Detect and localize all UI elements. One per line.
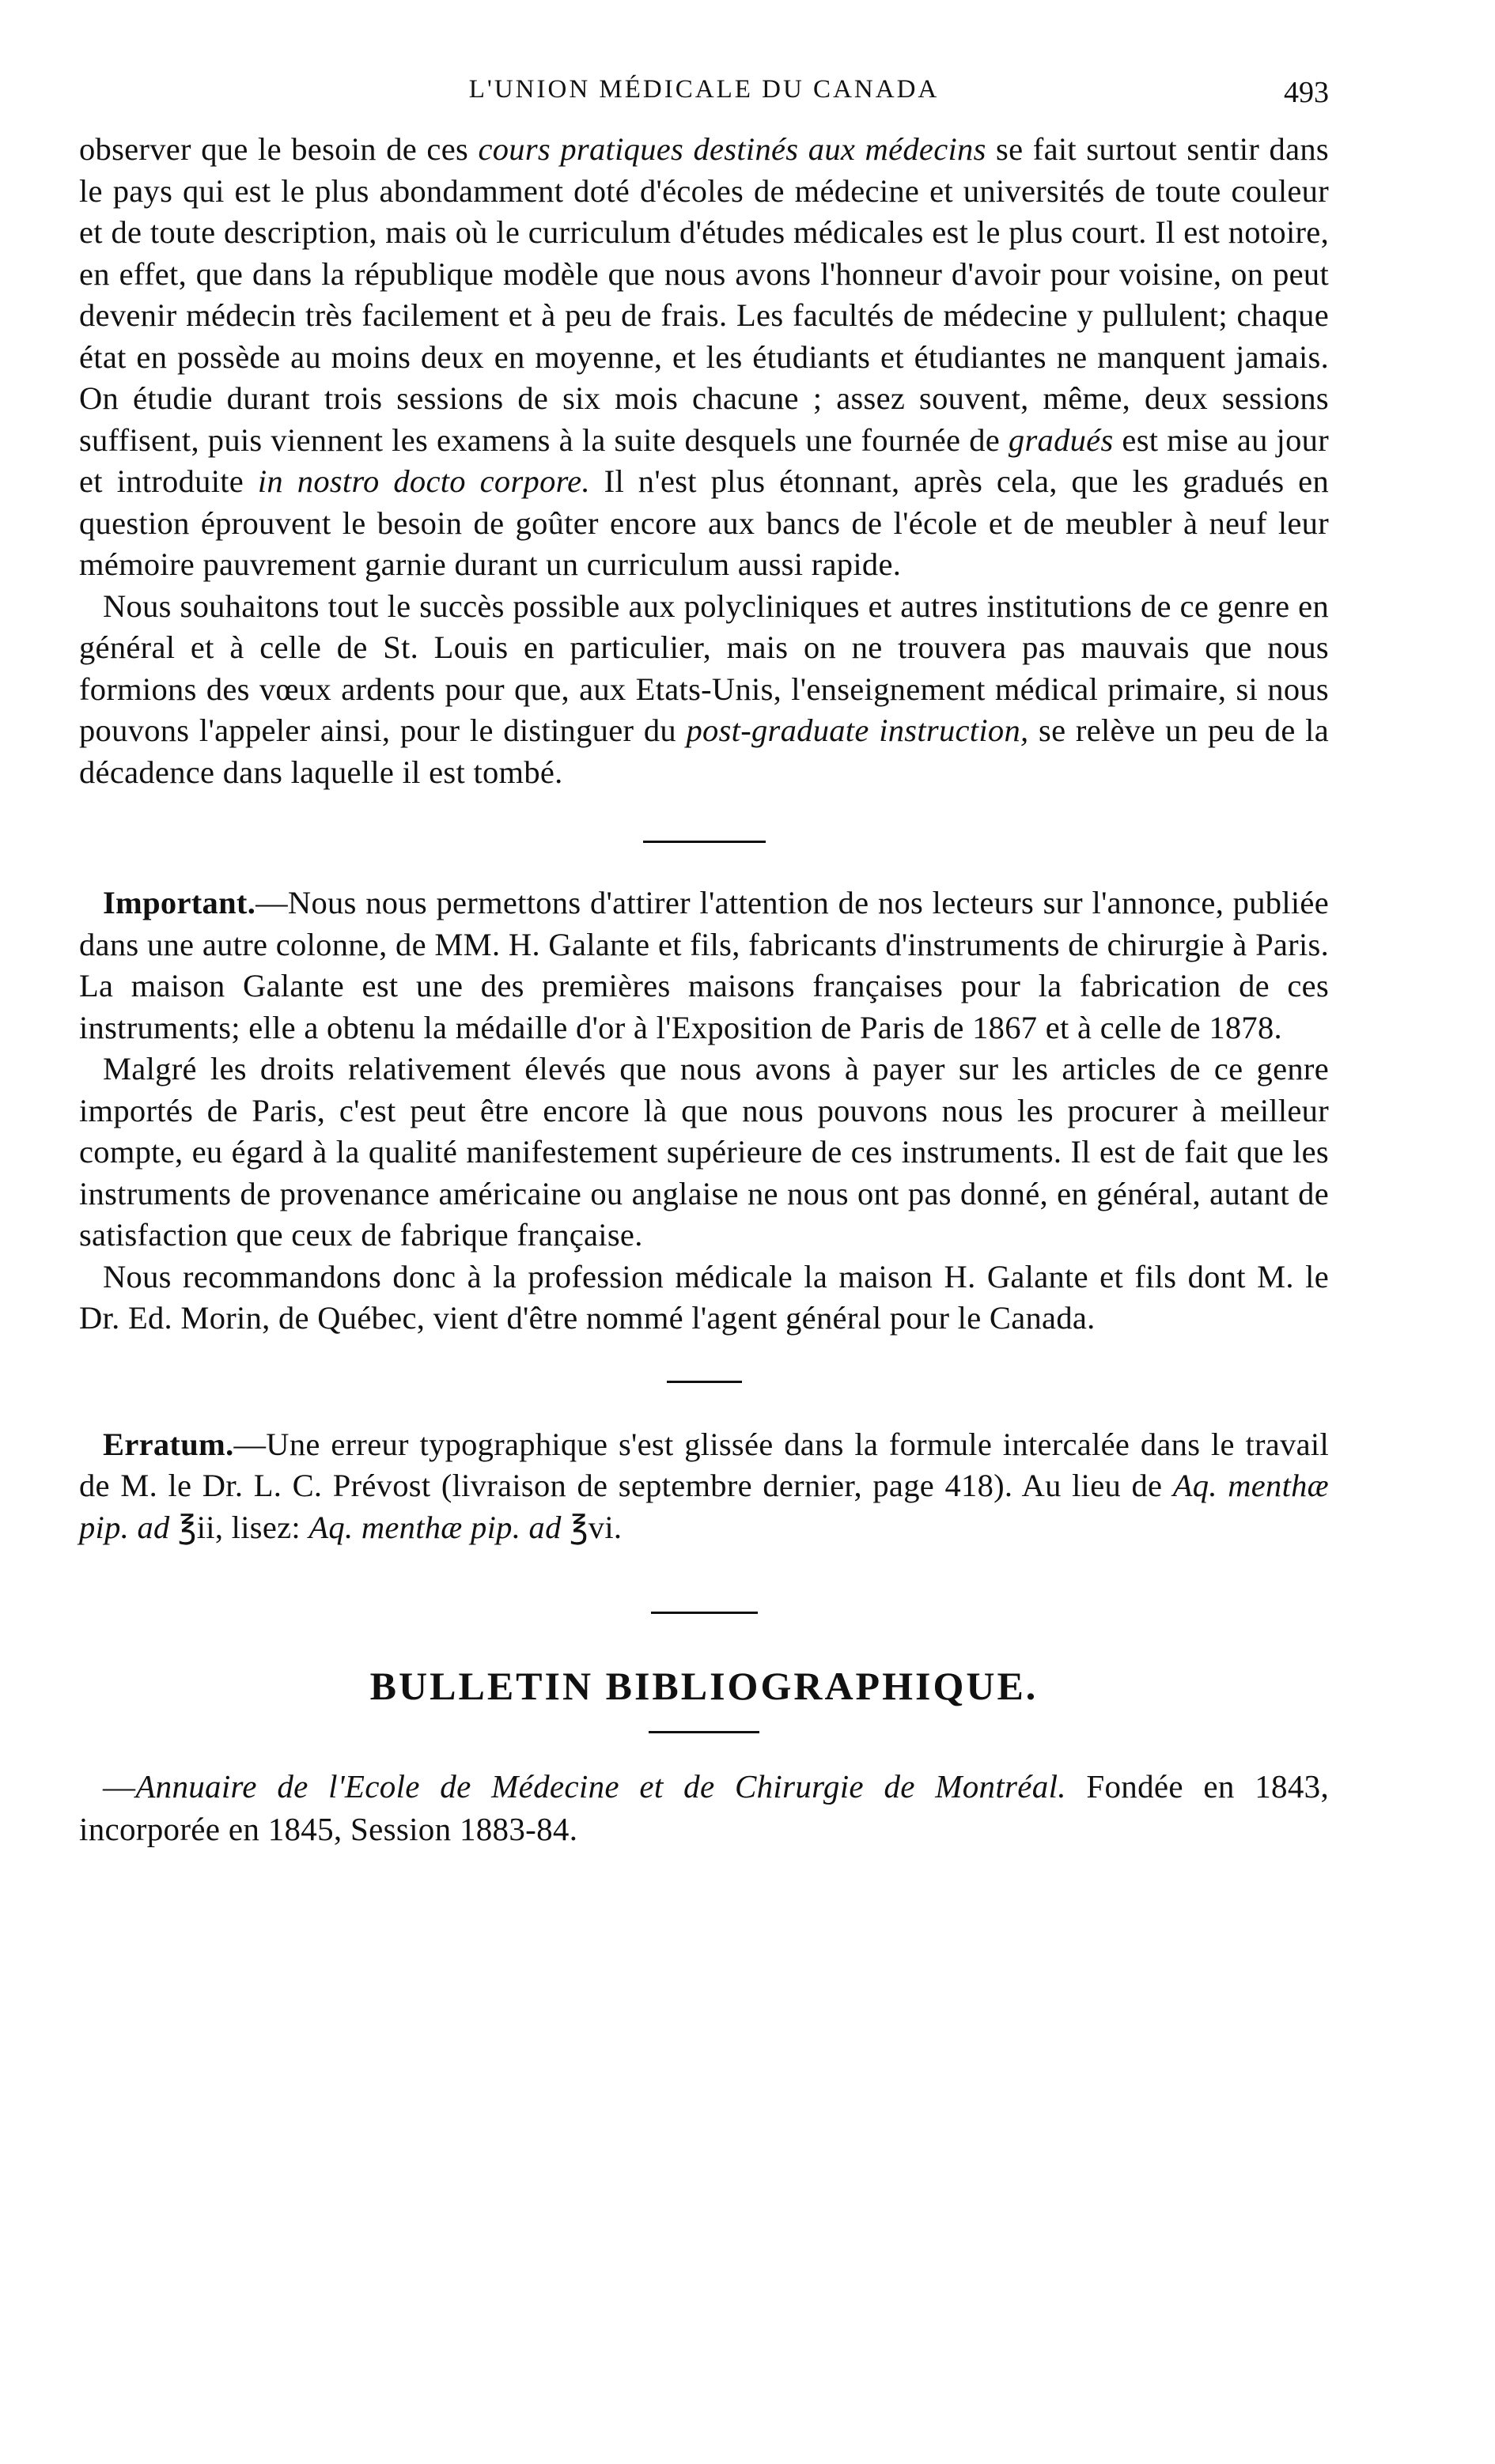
article-closing-paragraph [79, 586, 1329, 794]
text-run: est mise au jour et introduite [79, 421, 1329, 499]
text-run: Il n'est plus étonnant, après cela, que les gradués en question éprouvent le besoin de goûter encore aux bancs de l'école et de meubler à neuf leur mémoire pauvrement garnie durant un curriculum aussi rapide. [79, 463, 1330, 582]
italic-text-run: cours pratiques destinés aux médecins [478, 131, 986, 167]
entry-dash: — [103, 1768, 136, 1805]
italic-text-run: gradués [1008, 421, 1114, 458]
italic-text-run: Annuaire de l'Ecole de Médecine et de Chirurgie de Montréal. [135, 1768, 1066, 1805]
article-continuation-paragraph [79, 129, 1329, 586]
italic-text-run: in nostro docto corpore. [257, 463, 590, 499]
text-run: Fondée en 1843, incorporée en 1845, Session 1883-84. [79, 1768, 1329, 1847]
running-title: L'UNION MÉDICALE DU CANADA [468, 75, 940, 104]
italic-text-run: post-graduate instruction, [686, 712, 1029, 748]
running-header [79, 75, 1329, 123]
text-run: ℥ii, lisez: [169, 1509, 309, 1545]
important-heading: Important. [103, 885, 256, 920]
important-notice-paragraph: Nous recommandons donc à la profession médicale la maison H. Galante et fils dont M. le Dr. Ed. Morin, de Québec, vient d'être nommé l'agent général pour le Canada. [79, 1258, 1329, 1336]
section-divider [643, 841, 766, 843]
journal-page [79, 75, 1329, 1850]
bibliography-entry [79, 1765, 1329, 1850]
text-run: observer que le besoin de ces [79, 131, 479, 167]
bulletin-heading: BULLETIN BIBLIOGRAPHIQUE. [369, 1664, 1039, 1708]
text-run: ℥vi. [561, 1509, 623, 1545]
italic-text-run: Aq. menthæ pip. ad [79, 1468, 1329, 1545]
heading-underline [649, 1731, 759, 1733]
important-notice-paragraph: Malgré les droits relativement élevés que nous avons à payer sur les articles de ce genre importés de Paris, c'est peut être encore là que nous pouvons nous les procurer à meilleur compte, eu égard à la qualité manifestement supérieure de ces instruments. Il est de fait que les instruments de provenance américaine ou anglaise ne nous ont pas donné, en général, autant de satisfaction que ceux de fabrique française. [79, 1051, 1329, 1253]
erratum-paragraph [79, 1424, 1329, 1549]
section-divider [651, 1612, 758, 1614]
erratum-heading: Erratum. [103, 1426, 234, 1462]
text-run: Nous souhaitons tout le succès possible aux polycliniques et autres institutions de ce genre en général et à celle de St. Louis en particulier, mais on ne trouvera pas mauvais que nous formions des vœux ardents pour que, aux Etats-Unis, l'enseignement médical primaire, si nous pouvons l'appeler ainsi, pour le distinguer du [79, 588, 1329, 748]
text-run: —Nous nous permettons d'attirer l'attention de nos lecteurs sur l'annonce, publiée dans une autre colonne, de MM. H. Galante et fils, fabricants d'instruments de chirurgie à Paris. La maison Galante est une des premières maisons françaises pour la fabrication de ces instruments; elle a obtenu la médaille d'or à l'Exposition de Paris de 1867 et à celle de 1878. [79, 885, 1329, 1045]
page-number: 493 [1284, 76, 1329, 109]
text-run: se relève un peu de la décadence dans laquelle il est tombé. [79, 712, 1330, 790]
important-notice-paragraph [79, 882, 1329, 1049]
section-divider [667, 1381, 742, 1383]
text-run: se fait surtout sentir dans le pays qui est le plus abondamment doté d'écoles de médecine et universités de toute couleur et de toute description, mais où le curriculum d'études médicales est le plus court. Il est notoire, en effet, que dans la république modèle que nous avons l'honneur d'avoir pour voisine, on peut devenir médecin très facilement et à peu de frais. Les facultés de médecine y pullulent; chaque état en possède au moins deux en moyenne, et les étudiants et étudiantes ne manquent jamais. On étudie durant trois sessions de six mois chacune ; assez souvent, même, deux sessions suffisent, puis viennent les examens à la suite desquels une fournée de [79, 131, 1329, 458]
text-run: —Une erreur typographique s'est glissée dans la formule intercalée dans le travail de M. le Dr. L. C. Prévost (livraison de septembre dernier, page 418). Au lieu de [79, 1426, 1329, 1503]
italic-text-run: Aq. menthæ pip. ad [308, 1509, 562, 1545]
